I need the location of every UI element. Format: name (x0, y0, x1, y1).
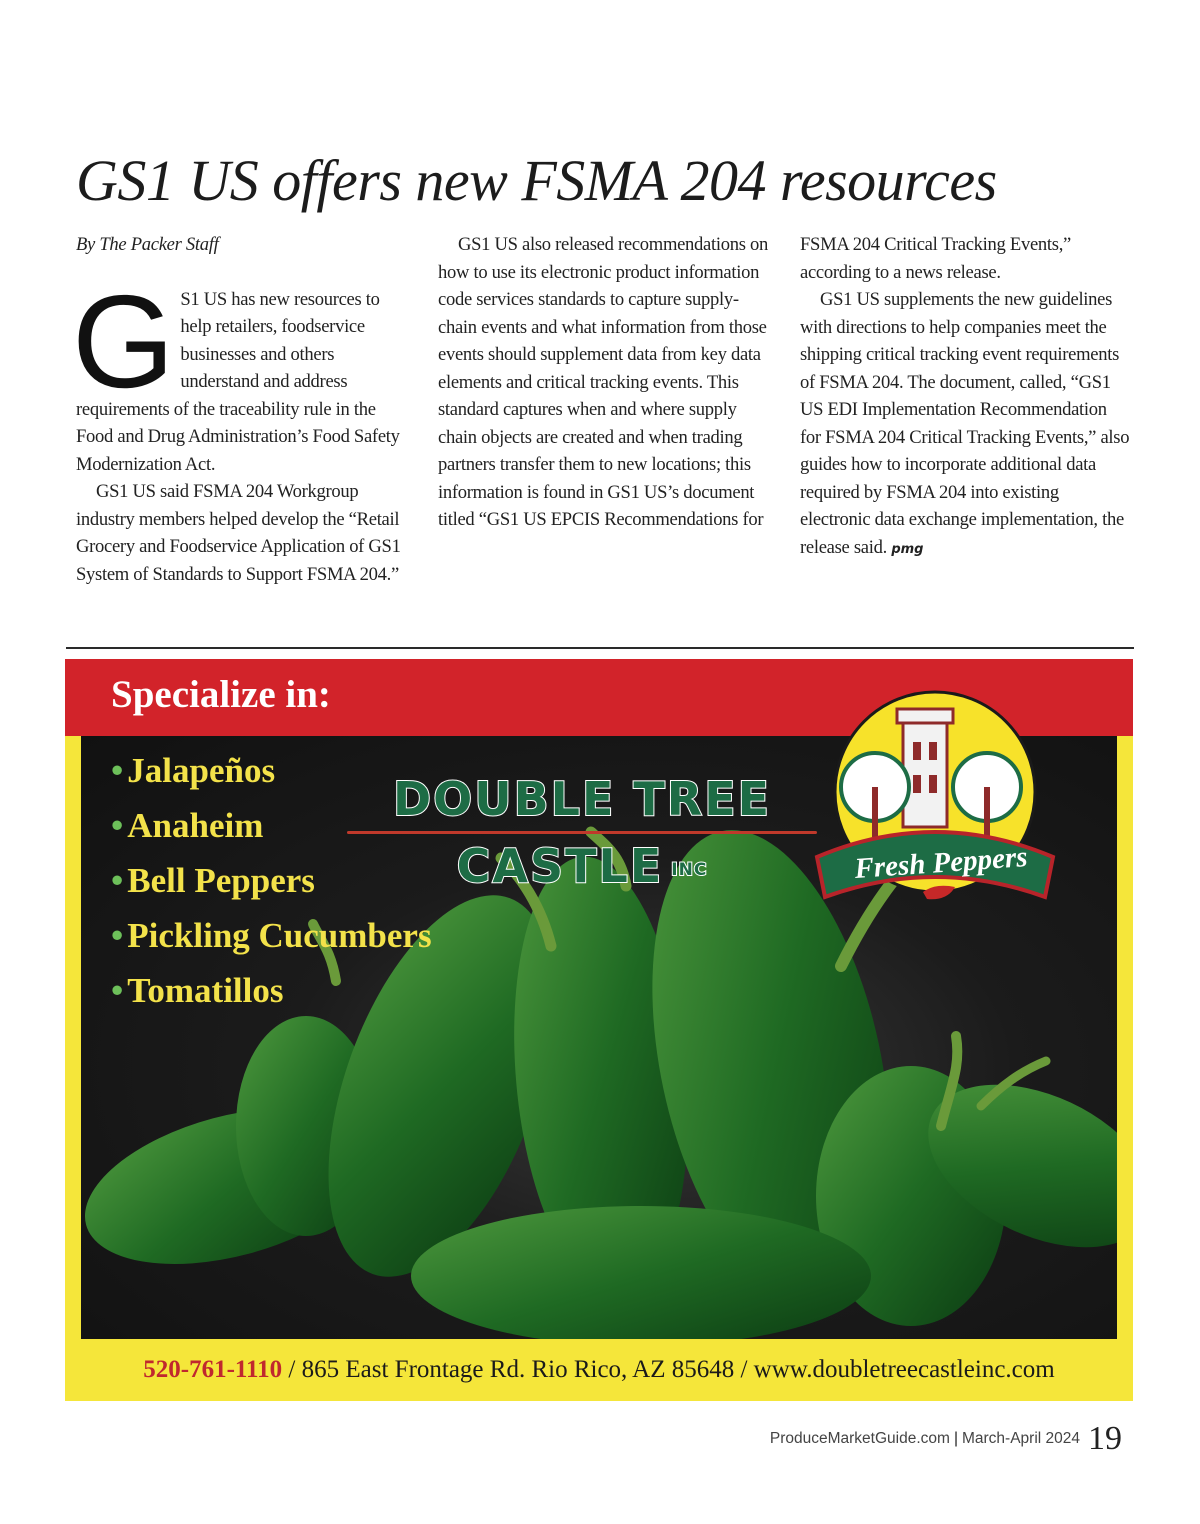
ad-address-website: / 865 East Frontage Rd. Rio Rico, AZ 85648 / www.doubletreecastleinc.com (288, 1356, 1055, 1383)
footer-site: ProduceMarketGuide.com (769, 1430, 950, 1447)
brand-name-line2 (347, 840, 817, 896)
page-footer (770, 1420, 1122, 1458)
section-divider (66, 647, 1134, 649)
ad-phone: 520-761-1110 (143, 1356, 283, 1383)
paragraph-text: GS1 US supplements the new guidelines with directions to help companies meet the shipping critical tracking event requirements of FSMA 204. The document, called, “GS1 US EDI Implementation Recommendation for FSMA 204 Critical Tracking Events,” also guides how to incorporate additional data required by FSMA 204 into existing electronic data exchange implementation, the release said. (800, 289, 1130, 558)
drop-cap: G (72, 267, 175, 415)
bullet-icon: • (111, 861, 124, 900)
bullet-icon: • (111, 806, 124, 845)
brand-underline (347, 831, 817, 834)
article-headline: GS1 US offers new FSMA 204 resources (76, 148, 997, 213)
footer-issue: March-April 2024 (961, 1430, 1080, 1447)
article-paragraph: FSMA 204 Critical Tracking Events,” according to a news release. (800, 234, 1071, 283)
article-byline: By The Packer Staff (76, 234, 219, 255)
list-item (111, 908, 432, 963)
brand-name-line1: DOUBLE TREE (392, 772, 772, 826)
list-item-label: Jalapeños (127, 751, 276, 790)
article-paragraph (800, 286, 1130, 563)
list-item-label: Bell Peppers (127, 861, 315, 900)
brand-castle: CASTLE (456, 839, 664, 893)
brand-wordmark (347, 771, 817, 896)
list-item-label: Anaheim (127, 806, 264, 845)
article-paragraph: GS1 US also released recommendations on how to use its electronic product information code services standards to capture supply-chain events and what information from those events should supplement data from key data elements and critical tracking events. This standard captures when and where supply chain objects are created and when trading partners transfer them to new locations; this information is found in GS1 US’s document titled “GS1 US EPCIS Recommendations for (438, 234, 769, 530)
bullet-icon: • (111, 916, 124, 955)
bullet-icon: • (111, 971, 124, 1010)
paragraph-text: S1 US has new resources to help retailers, foodservice businesses and others understand and address requirements of the traceability rule in the Food and Drug Administration’s Food Safety Modernization Act. (76, 288, 400, 475)
article-paragraph: GS1 US said FSMA 204 Workgroup industry members helped develop the “Retail Grocery and Foodservice Application of GS1 System of Standards to Support FSMA 204.” (76, 481, 401, 585)
ad-contact-line (65, 1353, 1133, 1387)
page-number: 19 (1088, 1420, 1122, 1457)
article-column-3 (800, 231, 1130, 563)
logo-tagline: Fresh Peppers (853, 840, 1029, 886)
list-item-label: Pickling Cucumbers (127, 916, 432, 955)
brand-suffix: INC (671, 859, 708, 880)
ad-heading: Specialize in: (111, 673, 331, 716)
author-initials: pmg (891, 541, 924, 557)
footer-separator: | (953, 1430, 958, 1447)
article-column-2 (438, 231, 768, 534)
list-item-label: Tomatillos (127, 971, 284, 1010)
advertisement (65, 659, 1133, 1401)
bullet-icon: • (111, 751, 124, 790)
article-paragraph (72, 267, 406, 479)
article-column-1 (72, 231, 406, 588)
list-item (111, 963, 432, 1018)
